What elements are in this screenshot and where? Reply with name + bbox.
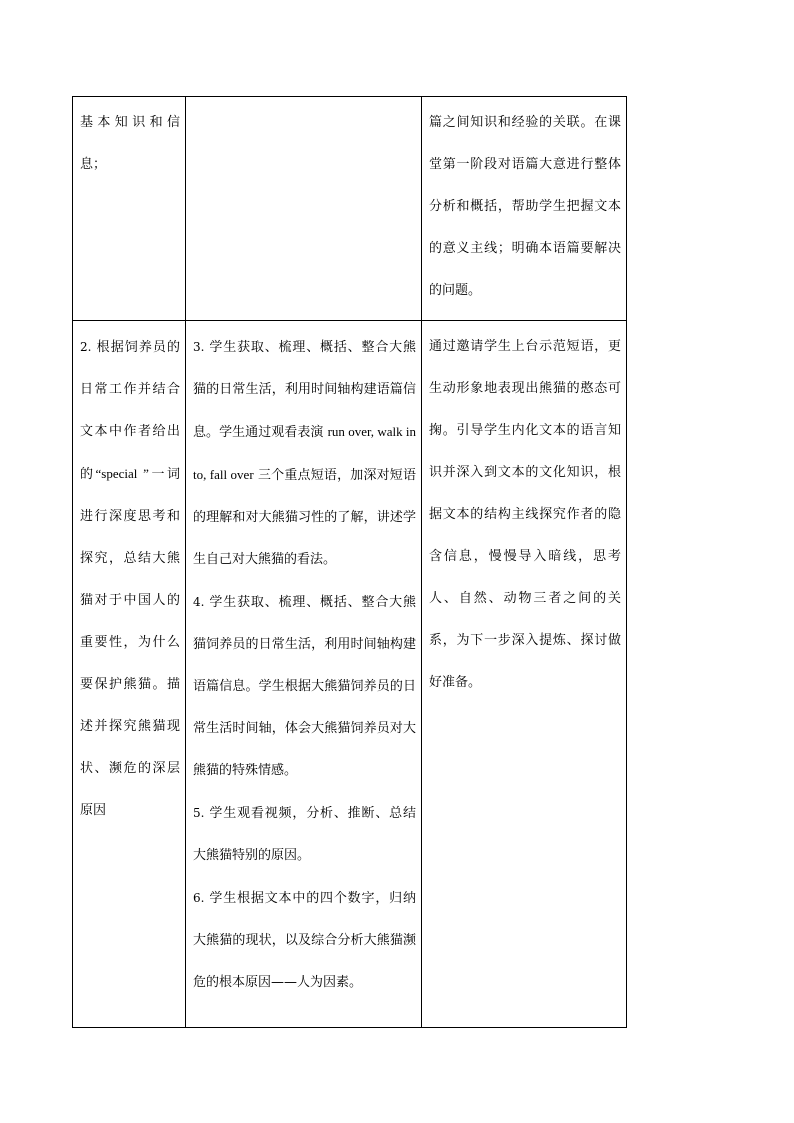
table-row (73, 97, 627, 321)
activity-item (193, 326, 416, 581)
objective-text: 根据饲养员的日常工作并结合文本中作者给出的 (80, 340, 180, 482)
activity-number: 6. (193, 891, 205, 905)
activity-number: 5. (193, 806, 205, 820)
objective-cell (73, 321, 186, 1028)
activity-item (193, 792, 416, 877)
lesson-plan-table (72, 96, 627, 1028)
activity-english-phrases: run over, walk into, fall over (193, 424, 416, 482)
activity-text-continued: 三个重点短语，加深对短语的理解和对大熊猫习性的了解，讲述学生自己对大熊猫的看法。 (193, 468, 416, 567)
activity-item (193, 877, 416, 1004)
objective-english-term: “special ” (95, 466, 149, 481)
objective-text-continued: 一词进行深度思考和探究，总结大熊猫对于中国人的重要性，为什么要保护熊猫。描述并探究熊猫现状、濒危的深层原因 (80, 467, 180, 818)
objective-cell (73, 97, 186, 321)
activity-text: 学生获取、梳理、概括、整合大熊猫的日常生活，利用时间轴构建语篇信息。学生通过观看表演 (193, 340, 416, 440)
table-row (73, 321, 627, 1028)
activity-cell (186, 321, 422, 1028)
activity-text: 学生观看视频，分析、推断、总结大熊猫特别的原因。 (193, 806, 416, 863)
activity-text: 学生根据文本中的四个数字，归纳大熊猫的现状，以及综合分析大熊猫濒危的根本原因——人为因素。 (193, 891, 416, 990)
rationale-cell (422, 97, 627, 321)
activity-item (193, 581, 416, 792)
objective-text: 基本知识和信息； (80, 115, 180, 172)
rationale-text: 篇之间知识和经验的关联。在课堂第一阶段对语篇大意进行整体分析和概括，帮助学生把握文本的意义主线；明确本语篇要解决的问题。 (429, 115, 621, 298)
objective-number: 2. (80, 340, 92, 354)
activity-text: 学生获取、梳理、概括、整合大熊猫饲养员的日常生活，利用时间轴构建语篇信息。学生根据大熊猫饲养员的日常生活时间轴，体会大熊猫饲养员对大熊猫的特殊情感。 (193, 595, 416, 778)
activity-cell (186, 97, 422, 321)
rationale-text: 通过邀请学生上台示范短语，更生动形象地表现出熊猫的憨态可掬。引导学生内化文本的语言知识并深入到文本的文化知识，根据文本的结构主线探究作者的隐含信息，慢慢导入暗线，思考人、自然、动物三者之间的关系，为下一步深入提炼、探讨做好准备。 (429, 339, 621, 690)
activity-number: 3. (193, 340, 205, 354)
rationale-cell (422, 321, 627, 1028)
activity-number: 4. (193, 595, 205, 609)
